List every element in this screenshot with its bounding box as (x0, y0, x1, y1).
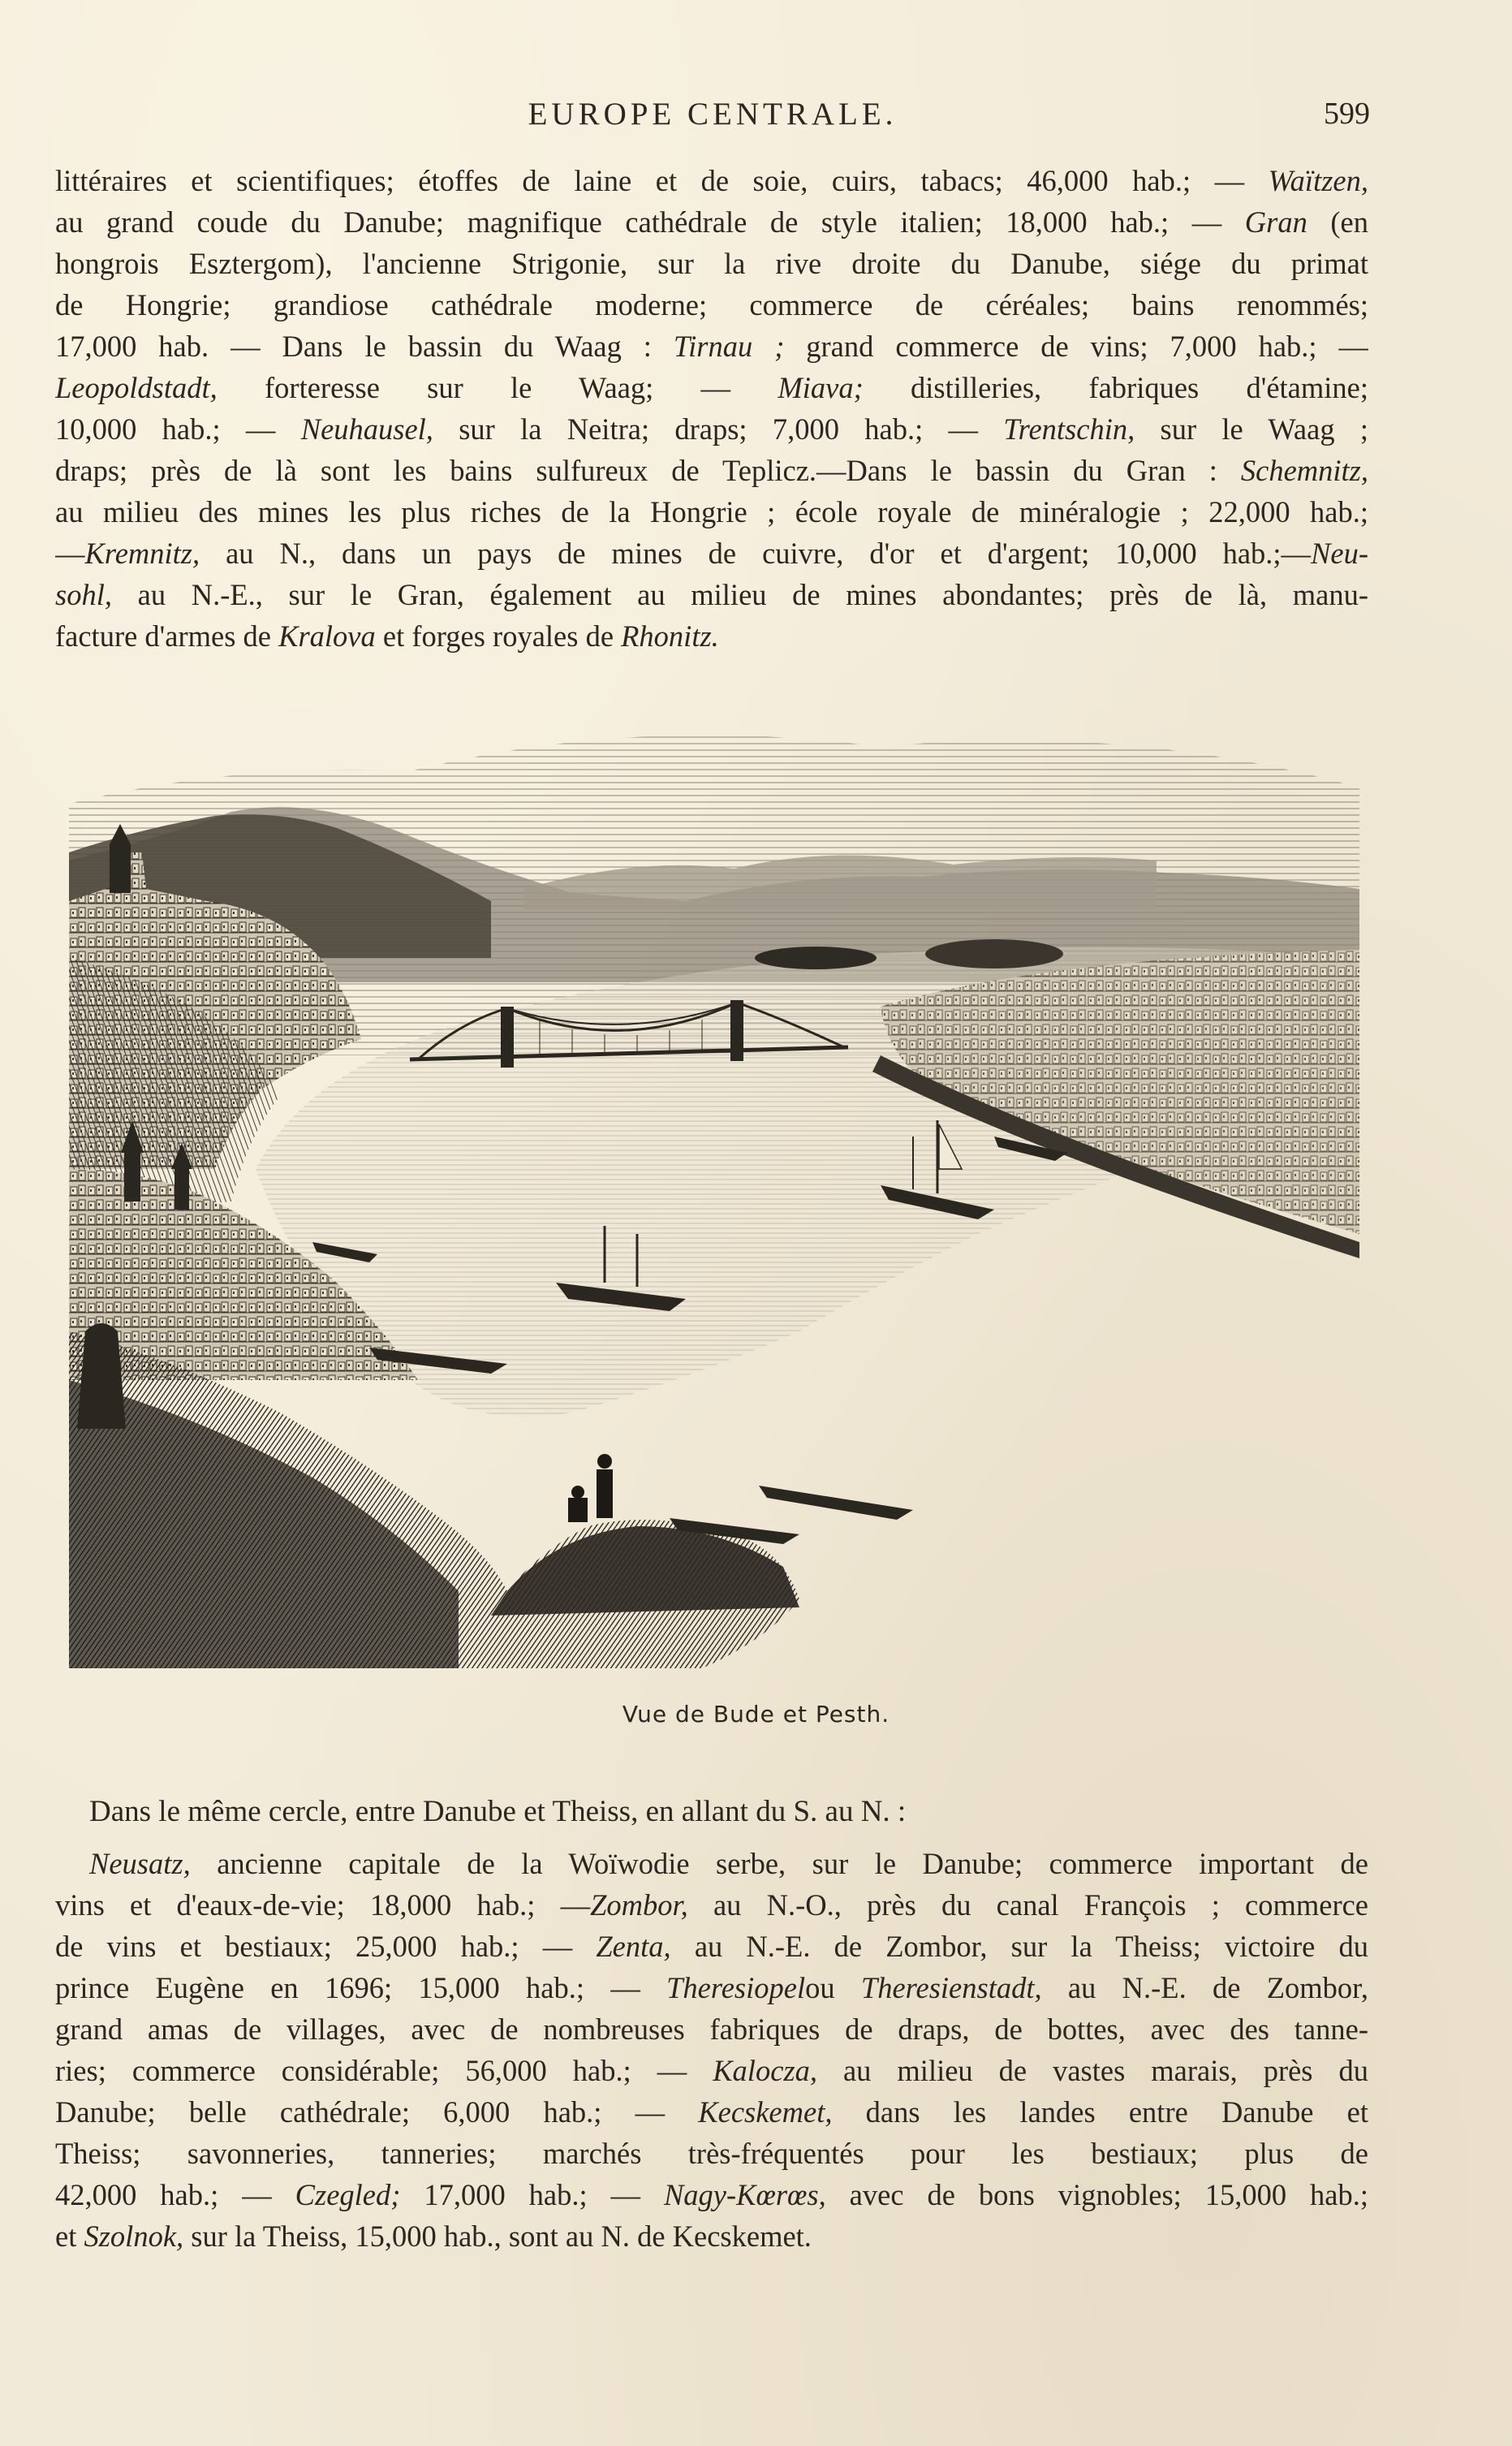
text-line: 42,000 hab.; — Czegled; 17,000 hab.; — Nagy-Kœrœs, avec de bons vignobles; 15,000 hab.; (55, 2178, 1368, 2211)
text-line: Leopoldstadt, forteresse sur le Waag; — Miava; distilleries, fabriques d'étamine; (55, 371, 1368, 404)
text-line: au grand coude du Danube; magnifique cathédrale de style italien; 18,000 hab.; — Gran (en (55, 205, 1368, 239)
figures-on-rock (568, 1454, 613, 1522)
section-intro-line: Dans le même cercle, entre Danube et Theiss, en allant du S. au N. : (89, 1795, 907, 1828)
text-line: —Kremnitz, au N., dans un pays de mines de cuivre, d'or et d'argent; 10,000 hab.;—Neu- (55, 537, 1368, 570)
text-line: ries; commerce considérable; 56,000 hab.; — Kalocza, au milieu de vastes marais, près du (55, 2054, 1368, 2087)
text-line: grand amas de villages, avec de nombreuses fabriques de draps, de bottes, avec des tanne- (55, 2012, 1368, 2046)
text-line: sohl, au N.-E., sur le Gran, également au milieu de mines abondantes; près de là, manu- (55, 578, 1368, 611)
text-line: littéraires et scientifiques; étoffes de laine et de soie, cuirs, tabacs; 46,000 hab.; — Waïtzen, (55, 164, 1368, 197)
text-line: Neusatz, ancienne capitale de la Woïwodie serbe, sur le Danube; commerce important de (89, 1847, 1368, 1880)
text-line: Theiss; savonneries, tanneries; marchés très-fréquentés pour les bestiaux; plus de (55, 2137, 1368, 2170)
text-line: facture d'armes de Kralova et forges royales de Rhonitz. (55, 619, 719, 653)
text-line: draps; près de là sont les bains sulfureux de Teplicz.—Dans le bassin du Gran : Schemnitz, (55, 454, 1368, 487)
text-line: 10,000 hab.; — Neuhausel, sur la Neitra; draps; 7,000 hab.; — Trentschin, sur le Waag ; (55, 412, 1368, 446)
text-line: au milieu des mines les plus riches de la Hongrie ; école royale de minéralogie ; 22,000 hab.; (55, 495, 1368, 528)
text-line: et Szolnok, sur la Theiss, 15,000 hab., sont au N. de Kecskemet. (55, 2220, 812, 2253)
engraving-buda-pest (69, 714, 1359, 1668)
text-line: hongrois Esztergom), l'ancienne Strigonie, sur la rive droite du Danube, siége du primat (55, 247, 1368, 280)
running-title: EUROPE CENTRALE. (528, 97, 898, 132)
page-header (55, 96, 1370, 136)
text-line: de vins et bestiaux; 25,000 hab.; — Zenta, au N.-E. de Zombor, sur la Theiss; victoire du (55, 1930, 1368, 1963)
text-line: prince Eugène en 1696; 15,000 hab.; — Theresiopelou Theresienstadt, au N.-E. de Zombor, (55, 1971, 1368, 2004)
text-line: de Hongrie; grandiose cathédrale moderne; commerce de céréales; bains renommés; (55, 288, 1368, 321)
paragraph-theiss-towns (55, 1843, 1368, 2257)
figure-caption: Vue de Bude et Pesth. (622, 1701, 890, 1728)
text-line: vins et d'eaux-de-vie; 18,000 hab.; —Zombor, au N.-O., près du canal François ; commerce (55, 1888, 1368, 1922)
text-line: 17,000 hab. — Dans le bassin du Waag : Tirnau ; grand commerce de vins; 7,000 hab.; — (55, 330, 1368, 363)
page-number: 599 (1324, 97, 1370, 131)
text-line: Danube; belle cathédrale; 6,000 hab.; — Kecskemet, dans les landes entre Danube et (55, 2095, 1368, 2129)
paragraph-hungary-towns (55, 160, 1368, 657)
